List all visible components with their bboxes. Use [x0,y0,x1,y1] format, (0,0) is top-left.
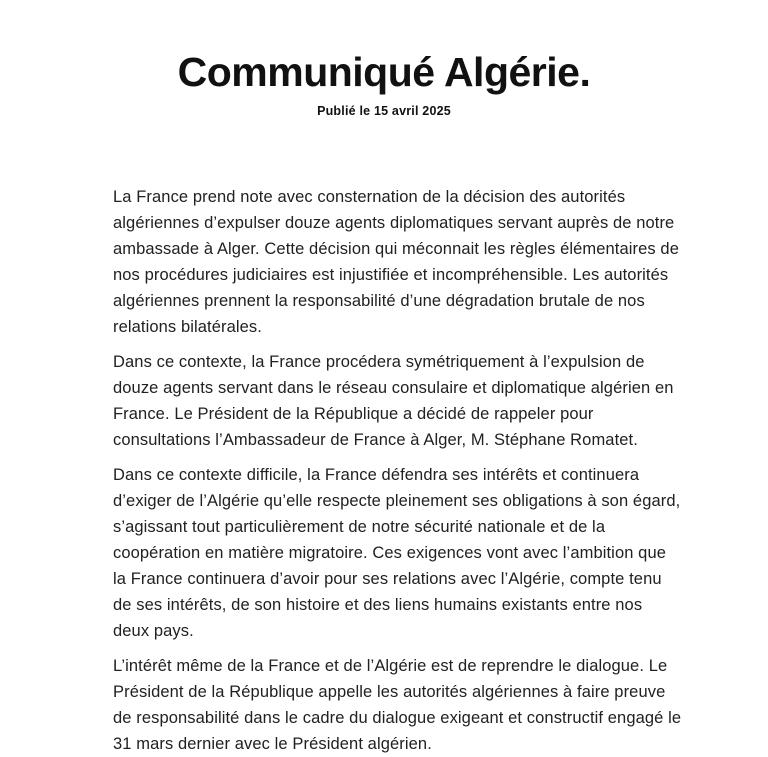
document-header [0,0,768,118]
paragraph-3: Dans ce contexte difficile, la France défendra ses intérêts et continuera d’exiger de l’Algérie qu’elle respecte pleinement ses obligations à son égard, s’agissant tout particulièrement de notre sécurité nationale et de la coopération en matière migratoire. Ces exigences vont avec l’ambition que la France continuera d’avoir pour ses relations avec l’Algérie, compte tenu de ses intérêts, de son histoire et des liens humains existants entre nos deux pays. [113,466,681,640]
document-body [113,184,683,757]
paragraph-1: La France prend note avec consternation de la décision des autorités algériennes d’expulser douze agents diplomatiques servant auprès de notre ambassade à Alger. Cette décision qui méconnait les règles élémentaires de nos procédures judiciaires est injustifiée et incompréhensible. Les autorités algériennes prennent la responsabilité d’une dégradation brutale de nos relations bilatérales. [113,188,679,336]
paragraph-4: L’intérêt même de la France et de l’Algérie est de reprendre le dialogue. Le Président de la République appelle les autorités algériennes à faire preuve de responsabilité dans le cadre du dialogue exigeant et constructif engagé le 31 mars dernier avec le Président algérien. [113,657,682,753]
paragraph-2: Dans ce contexte, la France procédera symétriquement à l’expulsion de douze agents servant dans le réseau consulaire et diplomatique algérien en France. Le Président de la République a décidé de rappeler pour consultations l’Ambassadeur de France à Alger, M. Stéphane Romatet. [113,353,674,449]
publication-date: Publié le 15 avril 2025 [317,104,451,119]
page-title: Communiqué Algérie. [177,49,591,95]
